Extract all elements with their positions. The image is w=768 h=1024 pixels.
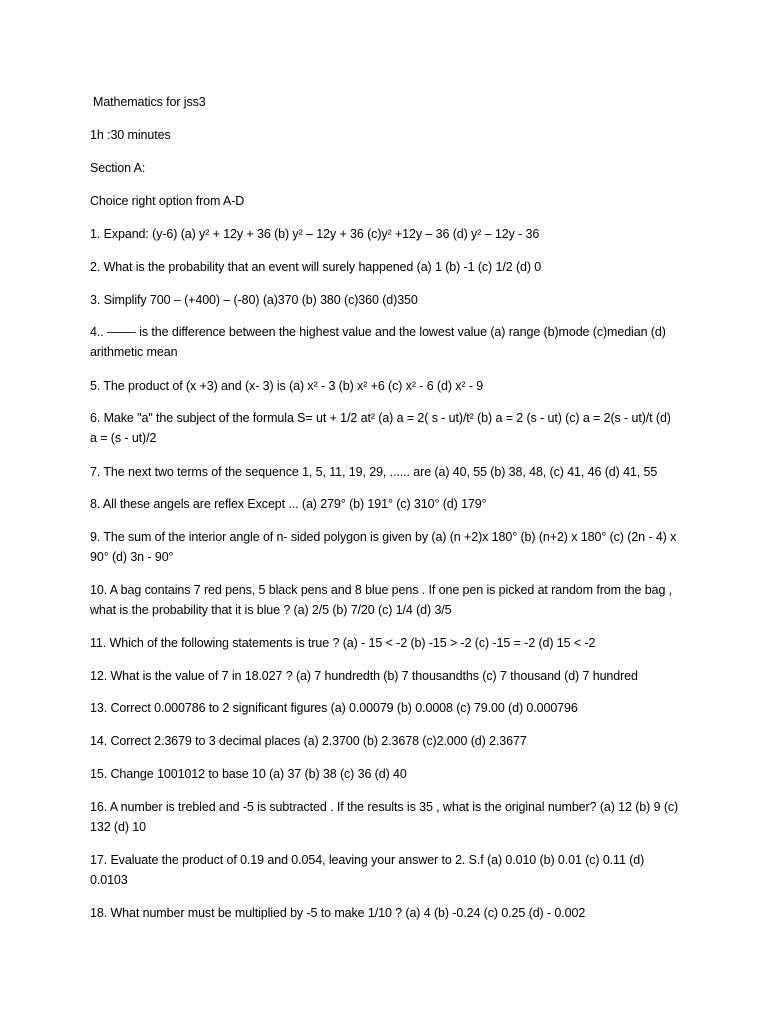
question-14: 14. Correct 2.3679 to 3 decimal places (a) 2.3700 (b) 2.3678 (c)2.000 (d) 2.3677 xyxy=(90,734,527,748)
section-heading: Section A: xyxy=(90,161,146,175)
question-18: 18. What number must be multiplied by -5 to make 1/10 ? (a) 4 (b) -0.24 (c) 0.25 (d) - 0.002 xyxy=(90,906,586,920)
question-11: 11. Which of the following statements is true ? (a) - 15 < -2 (b) -15 > -2 (c) -15 = -2 (d) 15 < -2 xyxy=(90,636,596,650)
question-1: 1. Expand: (y-6) (a) y² + 12y + 36 (b) y² – 12y + 36 (c)y² +12y – 36 (d) y² – 12y - 36 xyxy=(90,227,540,241)
question-4: 4.. ——- is the difference between the highest value and the lowest value (a) range (b)mode (c)median (d) arithmetic mean xyxy=(90,325,666,359)
question-13: 13. Correct 0.000786 to 2 significant figures (a) 0.00079 (b) 0.0008 (c) 79.00 (d) 0.000796 xyxy=(90,701,578,715)
question-7: 7. The next two terms of the sequence 1, 5, 11, 19, 29, ...... are (a) 40, 55 (b) 38, 48, (c) 41, 46 (d) 41, 55 xyxy=(90,465,658,479)
question-6: 6. Make "a" the subject of the formula S= ut + 1/2 at² (a) a = 2( s - ut)/t² (b) a = 2 (s - ut) (c) a = 2(s - ut)/t (d) a = (s - ut)/2 xyxy=(90,411,671,445)
question-9: 9. The sum of the interior angle of n- sided polygon is given by (a) (n +2)x 180° (b) (n+2) x 180° (c) (2n - 4) x 90° (d) 3n - 90° xyxy=(90,530,677,564)
question-2: 2. What is the probability that an event will surely happened (a) 1 (b) -1 (c) 1/2 (d) 0 xyxy=(90,260,542,274)
question-8: 8. All these angels are reflex Except ... (a) 279° (b) 191° (c) 310° (d) 179° xyxy=(90,497,487,511)
document-title: Mathematics for jss3 xyxy=(93,95,206,109)
question-12: 12. What is the value of 7 in 18.027 ? (a) 7 hundredth (b) 7 thousandths (c) 7 thousand (d) 7 hundred xyxy=(90,669,638,683)
question-5: 5. The product of (x +3) and (x- 3) is (a) x² - 3 (b) x² +6 (c) x² - 6 (d) x² - 9 xyxy=(90,379,484,393)
question-3: 3. Simplify 700 – (+400) – (-80) (a)370 (b) 380 (c)360 (d)350 xyxy=(90,293,418,307)
question-10: 10. A bag contains 7 red pens, 5 black pens and 8 blue pens . If one pen is picked at random from the bag , what is the probability that it is blue ? (a) 2/5 (b) 7/20 (c) 1/4 (d) 3/5 xyxy=(90,583,673,617)
question-16: 16. A number is trebled and -5 is subtracted . If the results is 35 , what is the original number? (a) 12 (b) 9 (c) 132 (d) 10 xyxy=(90,800,679,834)
exam-duration: 1h :30 minutes xyxy=(90,128,171,142)
instructions: Choice right option from A-D xyxy=(90,194,245,208)
question-17: 17. Evaluate the product of 0.19 and 0.054, leaving your answer to 2. S.f (a) 0.010 (b) 0.01 (c) 0.11 (d) 0.0103 xyxy=(90,853,645,887)
question-15: 15. Change 1001012 to base 10 (a) 37 (b) 38 (c) 36 (d) 40 xyxy=(90,767,407,781)
